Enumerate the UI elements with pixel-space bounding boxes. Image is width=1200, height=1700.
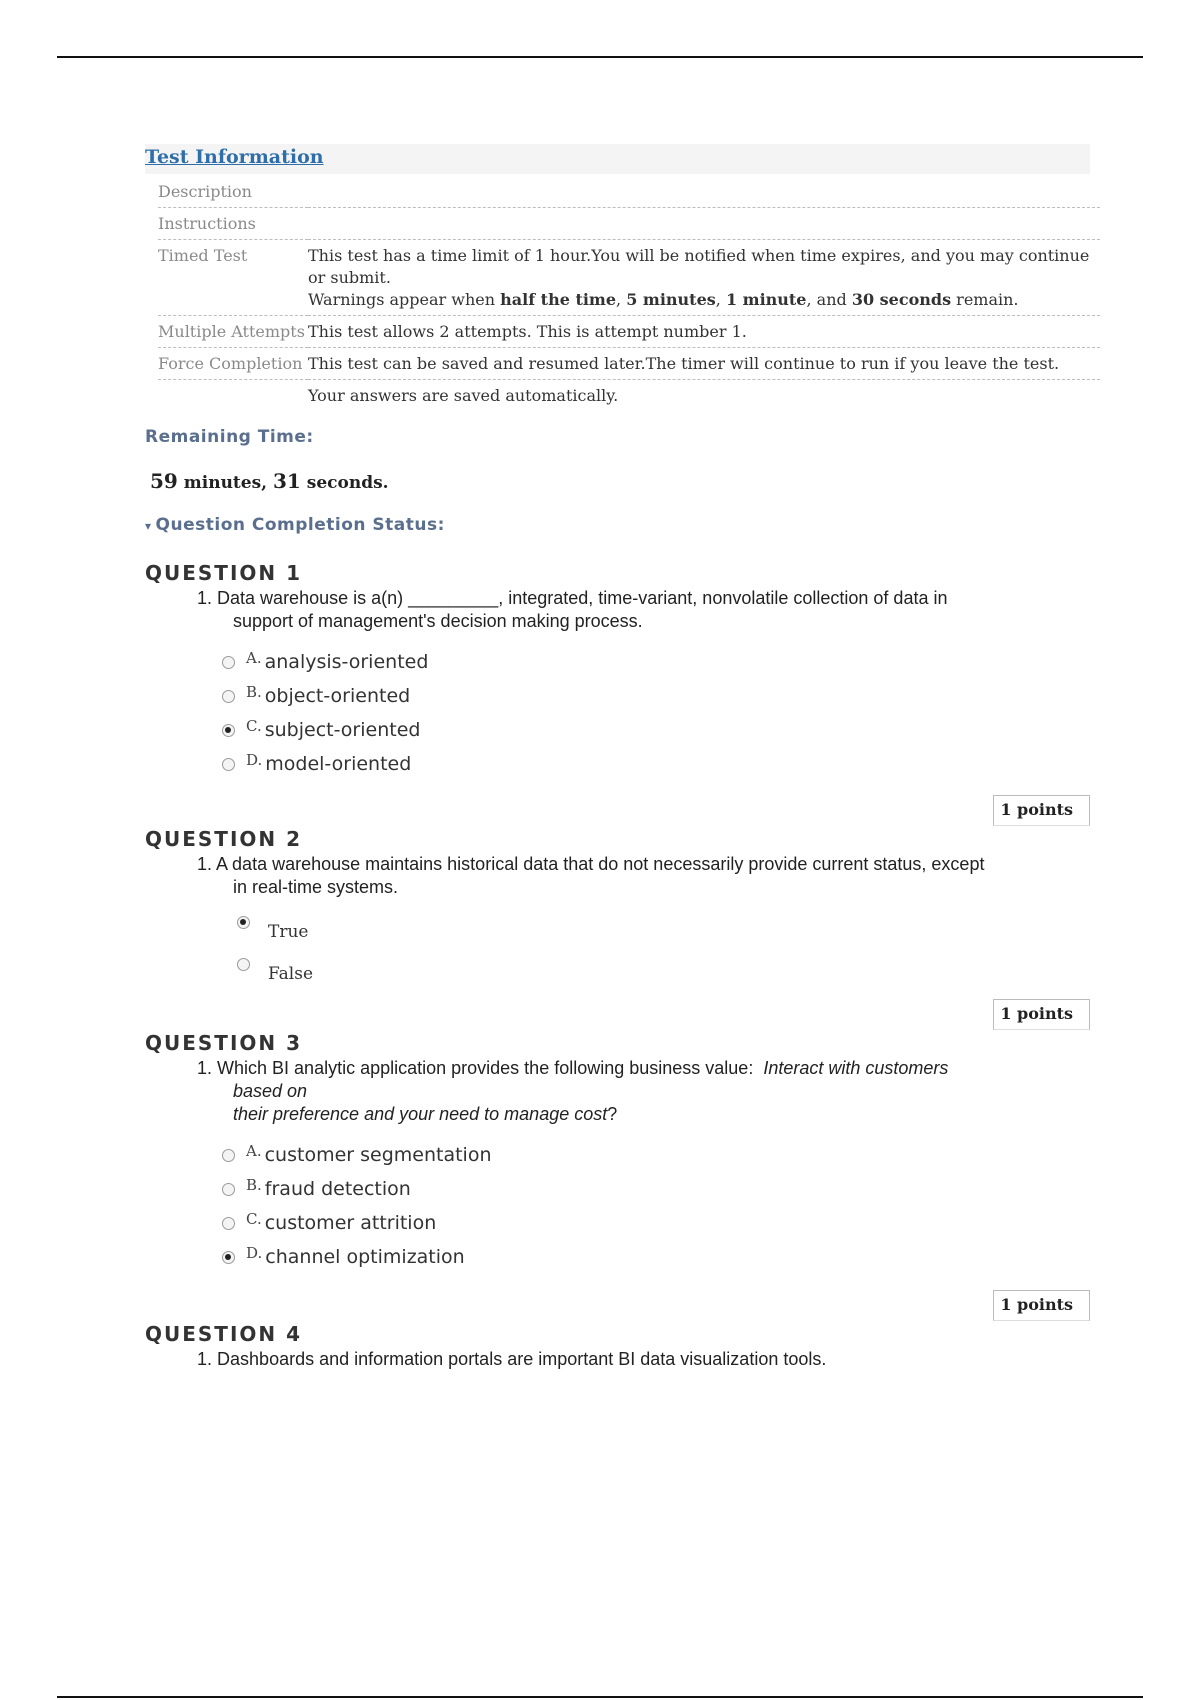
option-letter: B. (246, 683, 262, 701)
option-text: fraud detection (264, 1178, 411, 1200)
info-label: Description (158, 176, 308, 208)
radio-button[interactable] (222, 1149, 235, 1162)
info-row-autosave (158, 380, 1100, 412)
test-information-table (158, 176, 1100, 411)
info-value (308, 176, 1100, 208)
option-text: customer attrition (264, 1212, 437, 1234)
top-rule (57, 56, 1143, 58)
question-text: 1. Which BI analytic application provides the following business value: Interact with customers based on their preference and your need to manage cost? (197, 1058, 949, 1124)
radio-button-selected[interactable] (237, 916, 250, 929)
answer-option[interactable] (222, 747, 1090, 781)
question-title: QUESTION 2 (145, 827, 303, 851)
answer-option-true[interactable] (237, 913, 1090, 955)
option-text: customer segmentation (264, 1144, 492, 1166)
info-value: Your answers are saved automatically. (308, 386, 619, 405)
info-row-force-completion (158, 348, 1100, 380)
points-row (145, 999, 1090, 1033)
option-letter: A. (246, 649, 262, 667)
bottom-rule (57, 1696, 1143, 1698)
question-block (145, 827, 1090, 1033)
info-label: Timed Test (158, 240, 308, 316)
question-text: 1. Data warehouse is a(n) _________, integrated, time-variant, nonvolatile collection of data in support of management's decision making process. (197, 588, 948, 631)
radio-button[interactable] (222, 690, 235, 703)
true-false-options (237, 913, 1090, 997)
info-label: Multiple Attempts (158, 316, 308, 348)
points-badge: 1 points (993, 999, 1090, 1030)
option-letter: A. (246, 1142, 262, 1160)
option-text: channel optimization (265, 1246, 465, 1268)
info-value (308, 208, 1100, 240)
question-title: QUESTION 4 (145, 1322, 303, 1346)
option-letter: D. (246, 1244, 263, 1262)
radio-button-selected[interactable] (222, 1251, 235, 1264)
option-text: object-oriented (264, 685, 411, 707)
radio-button[interactable] (222, 1183, 235, 1196)
test-information-header (145, 144, 1090, 174)
info-row-description (158, 176, 1100, 208)
answer-option[interactable] (222, 1206, 1090, 1240)
warning-text: Warnings appear when half the time, 5 minutes, 1 minute, and 30 seconds remain. (308, 290, 1019, 309)
remaining-time-label: Remaining Time: (145, 427, 314, 447)
points-row (145, 795, 1090, 829)
option-text: model-oriented (265, 753, 412, 775)
question-block (145, 561, 1090, 829)
question-block (145, 1322, 1090, 1371)
info-value (308, 240, 1100, 316)
time-limit-text: This test has a time limit of 1 hour.You will be notified when time expires, and you may continue or submit. (308, 246, 1090, 287)
question-block (145, 1031, 1090, 1324)
option-text: False (268, 964, 313, 984)
info-label: Force Completion (158, 348, 308, 380)
info-value: This test allows 2 attempts. This is attempt number 1. (308, 316, 1100, 348)
chevron-down-icon: ▾ (145, 519, 152, 533)
answer-option-false[interactable] (237, 955, 1090, 997)
option-letter: D. (246, 751, 263, 769)
info-row-multiple-attempts (158, 316, 1100, 348)
question-title: QUESTION 1 (145, 561, 303, 585)
info-label: Instructions (158, 208, 308, 240)
option-text: analysis-oriented (264, 651, 429, 673)
answer-options (222, 645, 1090, 781)
info-row-timed-test (158, 240, 1100, 316)
option-letter: C. (246, 717, 262, 735)
completion-status-label: Question Completion Status: (155, 515, 445, 535)
answer-option[interactable] (222, 645, 1090, 679)
question-completion-status-toggle[interactable] (145, 515, 1090, 535)
answer-options (222, 1138, 1090, 1274)
points-badge: 1 points (993, 1290, 1090, 1321)
option-letter: B. (246, 1176, 262, 1194)
radio-button[interactable] (222, 758, 235, 771)
radio-button[interactable] (222, 1217, 235, 1230)
test-information-link[interactable]: Test Information (145, 146, 324, 168)
option-letter: C. (246, 1210, 262, 1228)
answer-option[interactable] (222, 1172, 1090, 1206)
question-text: 1. A data warehouse maintains historical data that do not necessarily provide current status, except in real-time systems. (197, 854, 985, 897)
points-row (145, 1290, 1090, 1324)
question-title: QUESTION 3 (145, 1031, 303, 1055)
option-text: True (268, 922, 309, 942)
info-label (158, 380, 308, 412)
info-row-instructions (158, 208, 1100, 240)
radio-button-selected[interactable] (222, 724, 235, 737)
points-badge: 1 points (993, 795, 1090, 826)
answer-option[interactable] (222, 1138, 1090, 1172)
option-text: subject-oriented (264, 719, 421, 741)
radio-button[interactable] (237, 958, 250, 971)
question-text: 1. Dashboards and information portals are important BI data visualization tools. (197, 1349, 827, 1369)
answer-option[interactable] (222, 713, 1090, 747)
answer-option[interactable] (222, 679, 1090, 713)
info-value: This test can be saved and resumed later.The timer will continue to run if you leave the test. (308, 348, 1100, 380)
answer-option[interactable] (222, 1240, 1090, 1274)
radio-button[interactable] (222, 656, 235, 669)
test-page (145, 144, 1090, 1371)
remaining-time-value: 59 minutes, 31 seconds. (150, 469, 389, 493)
